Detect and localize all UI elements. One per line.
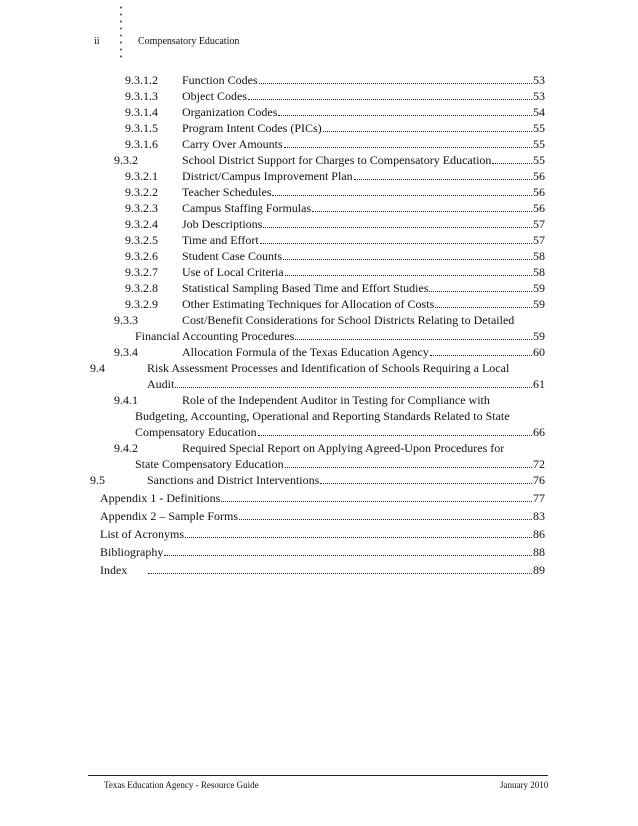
toc-page-number: 77	[533, 491, 545, 505]
toc-page-number: 56	[533, 201, 545, 215]
footer-date: January 2010	[500, 780, 549, 790]
toc-page-number: 60	[533, 345, 545, 359]
toc-page-number: 54	[533, 105, 545, 119]
toc-entry[interactable]	[135, 457, 545, 471]
toc-section-number: 9.3.2	[114, 153, 138, 167]
toc-section-number: 9.3.1.5	[125, 121, 158, 135]
footer-publisher: Texas Education Agency - Resource Guide	[104, 780, 259, 790]
toc-page-number: 55	[533, 137, 545, 151]
toc-dot-leader	[239, 509, 532, 520]
toc-dot-leader	[323, 121, 532, 132]
toc-section-number: 9.3.2.3	[125, 201, 158, 215]
toc-entry[interactable]	[125, 249, 545, 263]
toc-entry[interactable]	[100, 509, 545, 523]
toc-entry[interactable]	[100, 563, 545, 577]
toc-entry[interactable]	[90, 361, 545, 375]
toc-dot-leader	[258, 425, 532, 436]
toc-section-title: List of Acronyms	[100, 527, 184, 541]
toc-dot-leader	[175, 377, 532, 388]
toc-entry[interactable]	[125, 105, 545, 119]
document-title: Compensatory Education	[138, 36, 240, 47]
toc-page-number: 58	[533, 265, 545, 279]
toc-entry[interactable]	[125, 89, 545, 103]
toc-section-number: Index	[100, 563, 128, 577]
toc-page-number: 66	[533, 425, 545, 439]
toc-page-number: 55	[533, 121, 545, 135]
toc-section-title: Required Special Report on Applying Agreed-Upon Procedures for	[182, 441, 505, 455]
toc-section-title: Compensatory Education	[135, 425, 257, 439]
toc-section-title: Other Estimating Techniques for Allocation of Costs	[182, 297, 435, 311]
toc-section-title: Object Codes	[182, 89, 247, 103]
toc-page-number: 83	[533, 509, 545, 523]
toc-dot-leader	[148, 563, 532, 574]
toc-dot-leader	[164, 545, 532, 556]
toc-section-number: 9.4.1	[114, 393, 138, 407]
toc-entry[interactable]	[114, 313, 545, 327]
toc-page-number: 53	[533, 73, 545, 87]
toc-page-number: 61	[533, 377, 545, 391]
toc-section-number: 9.3.2.5	[125, 233, 158, 247]
toc-entry[interactable]	[125, 137, 545, 151]
toc-entry[interactable]	[125, 217, 545, 231]
toc-page-number: 53	[533, 89, 545, 103]
toc-section-number: 9.3.4	[114, 345, 138, 359]
toc-section-number: 9.3.2.7	[125, 265, 158, 279]
toc-page-number: 76	[533, 473, 545, 487]
toc-dot-leader	[429, 281, 532, 292]
toc-section-title: Role of the Independent Auditor in Testing for Compliance with	[182, 393, 490, 407]
toc-section-title: Program Intent Codes (PICs)	[182, 121, 322, 135]
toc-page-number: 59	[533, 297, 545, 311]
toc-page-number: 55	[533, 153, 545, 167]
toc-entry[interactable]	[100, 545, 545, 559]
toc-page-number: 56	[533, 185, 545, 199]
toc-section-title: State Compensatory Education	[135, 457, 284, 471]
toc-section-title: Carry Over Amounts	[182, 137, 283, 151]
toc-entry[interactable]	[135, 425, 545, 439]
toc-section-title: Student Case Counts	[182, 249, 283, 263]
footer-rule	[88, 775, 548, 776]
toc-entry[interactable]	[135, 329, 545, 343]
toc-section-number: 9.4	[90, 361, 105, 375]
toc-section-title: Bibliography	[100, 545, 164, 559]
toc-dot-leader	[492, 153, 532, 164]
toc-page-number: 57	[533, 233, 545, 247]
toc-section-title: Appendix 2 – Sample Forms	[100, 509, 238, 523]
toc-entry[interactable]	[125, 297, 545, 311]
toc-section-number: 9.3.3	[114, 313, 138, 327]
toc-dot-leader	[278, 105, 532, 116]
toc-section-title: Sanctions and District Interventions	[147, 473, 320, 487]
toc-section-title: Budgeting, Accounting, Operational and Reporting Standards Related to State	[135, 409, 510, 423]
toc-page-number: 57	[533, 217, 545, 231]
toc-entry[interactable]	[114, 345, 545, 359]
toc-section-title: Job Descriptions	[182, 217, 263, 231]
toc-entry[interactable]	[125, 169, 545, 183]
toc-section-title: Appendix 1 - Definitions	[100, 491, 221, 505]
toc-dot-leader	[295, 329, 532, 340]
toc-page-number: 86	[533, 527, 545, 541]
toc-page-number: 58	[533, 249, 545, 263]
toc-section-title: Time and Effort	[182, 233, 259, 247]
toc-dot-leader	[221, 491, 532, 502]
toc-page-number: 56	[533, 169, 545, 183]
toc-dot-leader	[320, 473, 532, 484]
toc-section-title: Statistical Sampling Based Time and Effort Studies	[182, 281, 429, 295]
toc-entry[interactable]	[147, 377, 545, 391]
toc-section-title: Risk Assessment Processes and Identification of Schools Requiring a Local	[147, 361, 510, 375]
toc-section-number: 9.3.2.2	[125, 185, 158, 199]
toc-section-number: 9.3.2.1	[125, 169, 158, 183]
dotted-rule	[118, 4, 124, 58]
toc-entry[interactable]	[125, 121, 545, 135]
toc-entry[interactable]	[90, 473, 545, 487]
toc-section-title: Use of Local Criteria	[182, 265, 284, 279]
toc-entry[interactable]	[125, 185, 545, 199]
toc-entry[interactable]	[125, 265, 545, 279]
toc-dot-leader	[284, 137, 532, 148]
toc-entry[interactable]	[125, 233, 545, 247]
toc-entry[interactable]	[114, 441, 545, 455]
toc-section-number: 9.3.2.9	[125, 297, 158, 311]
toc-entry[interactable]	[114, 393, 545, 407]
toc-section-number: 9.3.1.3	[125, 89, 158, 103]
toc-section-number: 9.3.2.8	[125, 281, 158, 295]
toc-section-title: Cost/Benefit Considerations for School Districts Relating to Detailed	[182, 313, 515, 327]
toc-entry[interactable]	[135, 409, 545, 423]
toc-section-title: Financial Accounting Procedures	[135, 329, 295, 343]
toc-dot-leader	[185, 527, 532, 538]
toc-section-number: 9.3.1.6	[125, 137, 158, 151]
toc-section-title: Teacher Schedules	[182, 185, 272, 199]
toc-page-number: 89	[533, 563, 545, 577]
toc-section-number: 9.3.2.6	[125, 249, 158, 263]
toc-dot-leader	[435, 297, 532, 308]
toc-section-number: 9.3.1.4	[125, 105, 158, 119]
toc-section-number: 9.3.2.4	[125, 217, 158, 231]
toc-section-title: District/Campus Improvement Plan	[182, 169, 353, 183]
toc-section-title: Organization Codes	[182, 105, 278, 119]
toc-dot-leader	[263, 217, 532, 228]
toc-entry[interactable]	[125, 281, 545, 295]
toc-dot-leader	[283, 249, 532, 260]
toc-section-title: Campus Staffing Formulas	[182, 201, 312, 215]
toc-dot-leader	[285, 265, 532, 276]
toc-entry[interactable]	[114, 153, 545, 167]
toc-page-number: 59	[533, 281, 545, 295]
toc-section-title: Audit	[147, 377, 175, 391]
toc-entry[interactable]	[125, 201, 545, 215]
toc-page-number: 88	[533, 545, 545, 559]
toc-section-number: 9.3.1.2	[125, 73, 158, 87]
toc-section-title: Function Codes	[182, 73, 258, 87]
toc-dot-leader	[248, 89, 532, 100]
page-number: ii	[94, 36, 100, 47]
toc-section-title: School District Support for Charges to Compensatory Education	[182, 153, 492, 167]
toc-entry[interactable]	[100, 527, 545, 541]
toc-page-number: 72	[533, 457, 545, 471]
toc-section-title: Allocation Formula of the Texas Education Agency	[182, 345, 429, 359]
toc-dot-leader	[285, 457, 532, 468]
toc-page-number: 59	[533, 329, 545, 343]
toc-section-number: 9.4.2	[114, 441, 138, 455]
toc-section-number: 9.5	[90, 473, 105, 487]
toc-dot-leader	[354, 169, 532, 180]
toc-dot-leader	[260, 233, 532, 244]
toc-entry[interactable]	[100, 491, 545, 505]
toc-dot-leader	[430, 345, 532, 356]
toc-entry[interactable]	[125, 73, 545, 87]
toc-dot-leader	[259, 73, 532, 84]
toc-dot-leader	[312, 201, 532, 212]
toc-dot-leader	[272, 185, 532, 196]
